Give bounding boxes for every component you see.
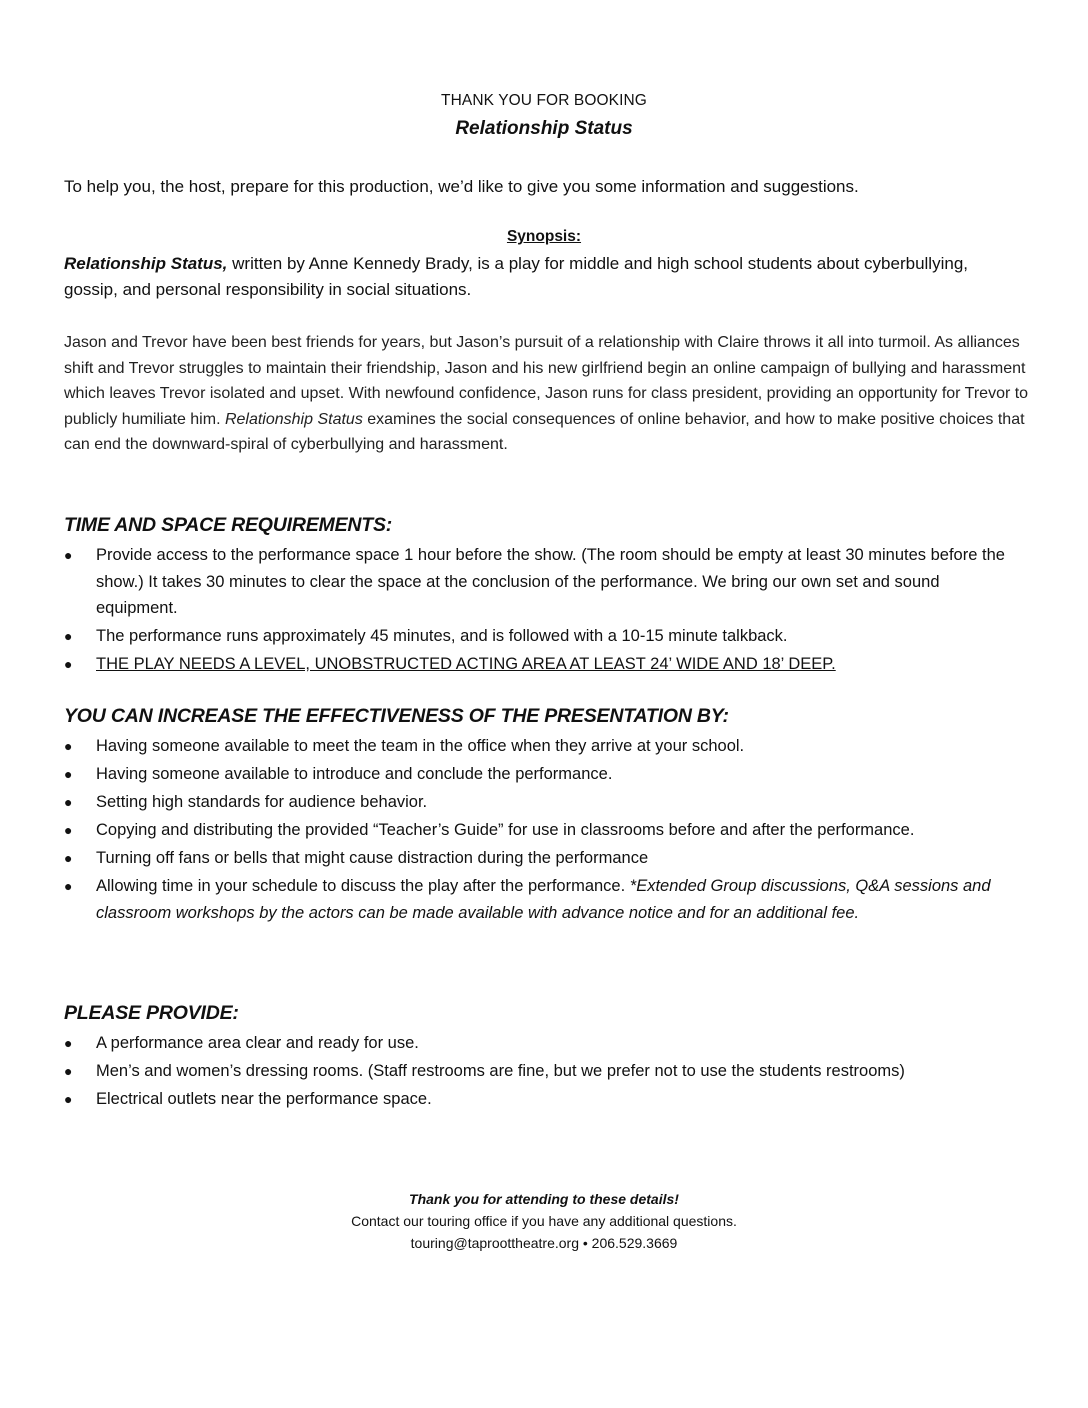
list-item-text: Turning off fans or bells that might cause distraction during the performance [96, 849, 649, 867]
list-item [64, 651, 1024, 678]
bullet-icon: ● [64, 878, 73, 894]
list-item [64, 845, 1024, 872]
bullet-icon: ● [64, 1063, 73, 1079]
footer-thanks: Thank you for attending to these details! [409, 1191, 679, 1207]
list-item-text: Electrical outlets near the performance space. [96, 1090, 432, 1108]
list-item-text: Allowing time in your schedule to discuss the play after the performance. [96, 877, 630, 895]
synopsis-lead-title: Relationship Status, [64, 254, 228, 273]
footer [0, 1188, 1088, 1254]
bullet-icon: ● [64, 822, 73, 838]
effectiveness-list [64, 733, 1024, 928]
list-item [64, 733, 1024, 760]
list-item-text: THE PLAY NEEDS A LEVEL, UNOBSTRUCTED ACTING AREA AT LEAST 24’ WIDE AND 18’ DEEP. [96, 655, 836, 673]
bullet-icon: ● [64, 656, 73, 672]
bullet-icon: ● [64, 1035, 73, 1051]
effectiveness-heading: YOU CAN INCREASE THE EFFECTIVENESS OF THE PRESENTATION BY: [64, 705, 729, 727]
booking-pretitle: THANK YOU FOR BOOKING [441, 92, 647, 109]
synopsis-lead-text: written by Anne Kennedy Brady, is a play for middle and high school students about cyberbullying, gossip, and personal responsibility in social situations. [64, 254, 968, 299]
time-space-heading: TIME AND SPACE REQUIREMENTS: [64, 514, 393, 536]
list-item [64, 873, 1024, 926]
synopsis-body-part1: Jason and Trevor have been best friends for years, but Jason’s pursuit of a relationship with Claire throws it all into turmoil. As alliances shift and Trevor struggles to maintain their friendship, Jason and his new girlfriend begin an online campaign of bullying and harassment which leaves Trevor isolated and upset. With newfound confidence, Jason runs for class president, providing an opportunity for Trevor to publicly humiliate him. [64, 334, 1029, 428]
synopsis-body-title: Relationship Status [224, 410, 363, 428]
bullet-icon: ● [64, 794, 73, 810]
footer-contact: Contact our touring office if you have any additional questions. [351, 1213, 737, 1229]
footer-contact-info: touring@taproottheatre.org • 206.529.3669 [410, 1235, 678, 1251]
provide-heading: PLEASE PROVIDE: [64, 1002, 239, 1024]
list-item [64, 789, 1024, 816]
bullet-icon: ● [64, 628, 73, 644]
list-item-text: Provide access to the performance space 1 hour before the show. (The room should be empty at least 30 minutes before the show.) It takes 30 minutes to clear the space at the conclusion of the performance. We bring our own set and sound equipment. [96, 546, 1005, 617]
provide-list [64, 1030, 1024, 1114]
synopsis-heading: Synopsis: [506, 228, 582, 245]
bullet-icon: ● [64, 547, 73, 563]
list-item-text: Having someone available to introduce and conclude the performance. [96, 765, 613, 783]
bullet-icon: ● [64, 850, 73, 866]
synopsis-body-part2: examines the social consequences of online behavior, and how to make positive choices that can end the downward-spiral of cyberbullying and harassment. [64, 410, 1025, 453]
synopsis-lead [64, 251, 1024, 303]
list-item-text: The performance runs approximately 45 minutes, and is followed with a 10-15 minute talkback. [96, 627, 788, 645]
list-item [64, 817, 1024, 844]
list-item [64, 1030, 1024, 1057]
list-item [64, 761, 1024, 788]
list-item-text: Setting high standards for audience behavior. [96, 793, 428, 811]
intro-paragraph: To help you, the host, prepare for this production, we’d like to give you some information and suggestions. [64, 177, 859, 196]
list-item-text: A performance area clear and ready for use. [96, 1034, 419, 1052]
list-item-text: Having someone available to meet the team in the office when they arrive at your school. [96, 737, 745, 755]
synopsis-body [64, 330, 1032, 458]
list-item [64, 623, 1024, 650]
list-item-text: Men’s and women’s dressing rooms. (Staff restrooms are fine, but we prefer not to use the students restrooms) [96, 1062, 905, 1080]
list-item-text: Copying and distributing the provided “Teacher’s Guide” for use in classrooms before and after the performance. [96, 821, 915, 839]
bullet-icon: ● [64, 1091, 73, 1107]
list-item [64, 542, 1024, 622]
time-space-list [64, 542, 1024, 679]
list-item [64, 1058, 1024, 1085]
list-item [64, 1086, 1024, 1113]
bullet-icon: ● [64, 738, 73, 754]
play-title: Relationship Status [455, 118, 633, 139]
list-item-note: *Extended Group discussions, Q&A sessions and classroom workshops by the actors can be made available with advance notice and for an additional fee. [96, 877, 991, 922]
bullet-icon: ● [64, 766, 73, 782]
